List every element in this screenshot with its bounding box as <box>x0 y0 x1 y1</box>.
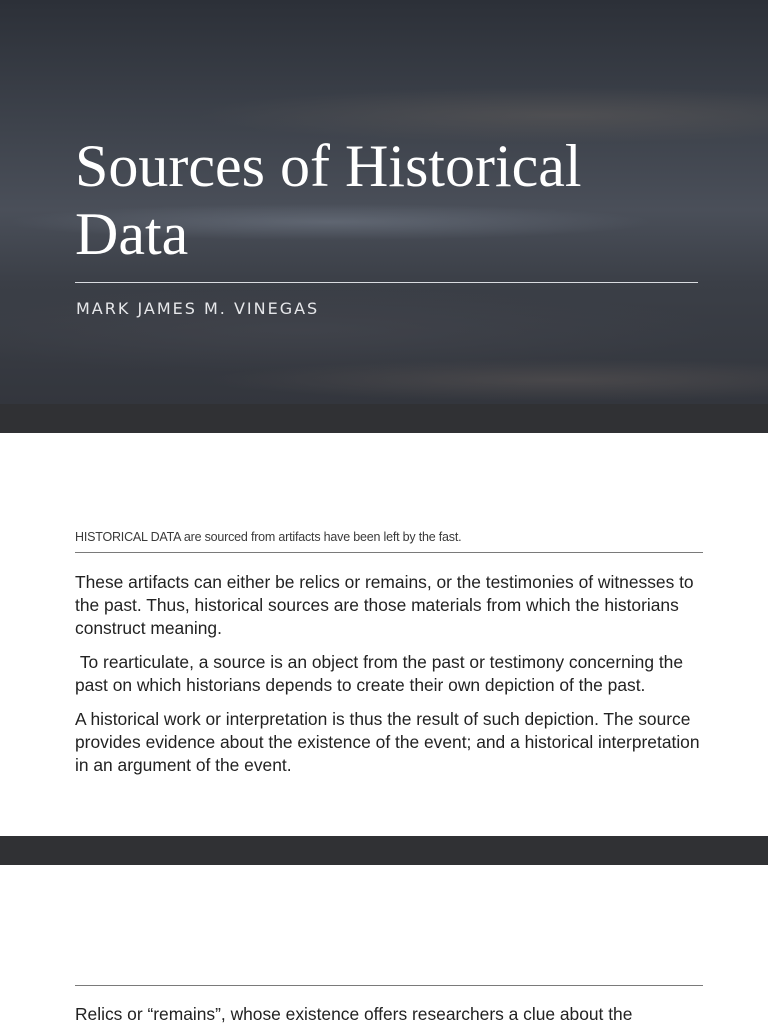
content-slide <box>0 433 768 836</box>
slide-separator <box>0 836 768 865</box>
slide-separator <box>0 404 768 433</box>
title-slide <box>0 0 768 404</box>
content-slide <box>0 865 768 1024</box>
slide-title: Sources of Historical Data <box>75 133 582 267</box>
paragraph: To rearticulate, a source is an object from the past or testimony concerning the past on which historians depends to create their own depiction of the past. <box>75 652 688 695</box>
heading-divider <box>75 985 703 986</box>
heading-divider <box>75 552 703 553</box>
slide-body <box>75 571 705 788</box>
paragraph: A historical work or interpretation is thus the result of such depiction. The source provides evidence about the existence of the event; and a historical interpretation in an argument of the event. <box>75 709 700 775</box>
title-divider <box>75 282 698 283</box>
slide-heading: HISTORICAL DATA are sourced from artifacts have been left by the fast. <box>75 530 462 544</box>
paragraph: These artifacts can either be relics or remains, or the testimonies of witnesses to the past. Thus, historical sources are those materials from which the historians construct meaning. <box>75 572 694 638</box>
author-name: MARK JAMES M. VINEGAS <box>76 299 320 318</box>
paragraph: Relics or “remains”, whose existence offers researchers a clue about the <box>75 1004 633 1024</box>
